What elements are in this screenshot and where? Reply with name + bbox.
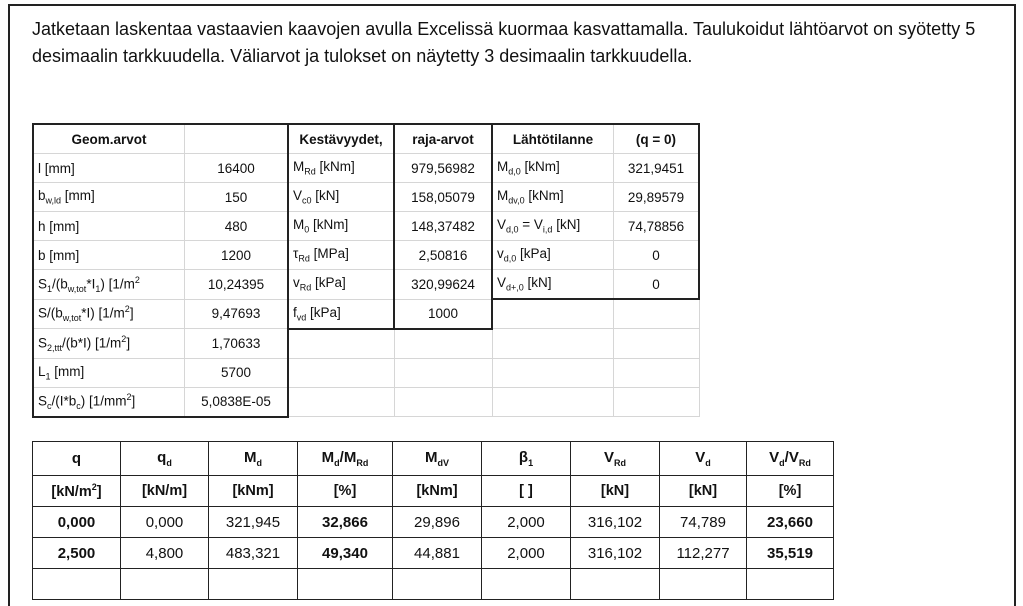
- unit-cell: [ ]: [482, 476, 571, 507]
- cell-vrd: 316,102: [571, 538, 660, 569]
- initial-value: 29,89579: [614, 183, 700, 212]
- cell-vd: 74,789: [660, 507, 747, 538]
- geom-label: h [mm]: [33, 212, 185, 241]
- cell-qd: 0,000: [121, 507, 209, 538]
- col-qd: $q_d$: [121, 442, 209, 476]
- geom-label: $b_{w,ld}$ [mm]: [33, 183, 185, 212]
- unit-cell: $[kN/m^2]$: [33, 476, 121, 507]
- geom-label: $S_1/(b_{w,tot}*I_1)$ [$1/m^2$: [33, 270, 185, 300]
- params-row: [33, 212, 699, 241]
- params-header-row: [33, 124, 699, 154]
- cell-vd: 112,277: [660, 538, 747, 569]
- header-geom: Geom.arvot: [33, 124, 185, 154]
- cell-vrd: 316,102: [571, 507, 660, 538]
- cell-vd-vrd: 35,519: [747, 538, 834, 569]
- intro-paragraph: Jatketaan laskentaa vastaavien kaavojen avulla Excelissä kuormaa kasvattamalla. Taulukoidut lähtöarvot on syötetty 5 desimaalin tarkkuudella. Väliarvot ja tulokset on näytetty 3 desimaalin tarkkuudella.: [32, 19, 976, 66]
- col-beta1: $\beta_1$: [482, 442, 571, 476]
- strength-value: 148,37482: [394, 212, 492, 241]
- unit-cell: [kN/m]: [121, 476, 209, 507]
- initial-value: 74,78856: [614, 212, 700, 241]
- cell-q: 2,500: [33, 538, 121, 569]
- col-vd: $V_d$: [660, 442, 747, 476]
- table-row: [33, 538, 834, 569]
- params-row: [33, 154, 699, 183]
- params-row: [33, 358, 699, 387]
- initial-label: $M_{dv,0}$ [kNm]: [492, 183, 614, 212]
- header-initial: Lähtötilanne: [492, 124, 614, 154]
- strength-label: $f_{vd}$ [kPa]: [288, 299, 394, 329]
- strength-value: 1000: [394, 299, 492, 329]
- geom-label: b [mm]: [33, 241, 185, 270]
- initial-value: 0: [614, 270, 700, 300]
- col-md-mrd: $M_d/M_{Rd}$: [298, 442, 393, 476]
- unit-cell: [kNm]: [209, 476, 298, 507]
- col-md: $M_d$: [209, 442, 298, 476]
- cell-vd-vrd: 23,660: [747, 507, 834, 538]
- strength-label: $M_0$ [kNm]: [288, 212, 394, 241]
- strength-value: 2,50816: [394, 241, 492, 270]
- cell-md: 483,321: [209, 538, 298, 569]
- geom-value: 9,47693: [185, 299, 289, 329]
- geom-label: $L_1$ [mm]: [33, 358, 185, 387]
- geom-label: $S_{2,ttt}/(b*I)$ $[1/m^2]$: [33, 329, 185, 359]
- geom-value: 480: [185, 212, 289, 241]
- parameters-table: [32, 123, 700, 418]
- strength-label: $v_{Rd}$ [kPa]: [288, 270, 394, 300]
- geom-value: 16400: [185, 154, 289, 183]
- results-header-row: [33, 442, 834, 476]
- initial-value: 321,9451: [614, 154, 700, 183]
- col-mdv: $M_{dV}$: [393, 442, 482, 476]
- table-row: [33, 507, 834, 538]
- cell-qd: 4,800: [121, 538, 209, 569]
- header-strength: Kestävyydet,: [288, 124, 394, 154]
- strength-value: 320,99624: [394, 270, 492, 300]
- unit-cell: [%]: [747, 476, 834, 507]
- results-unit-row: [33, 476, 834, 507]
- unit-cell: [kNm]: [393, 476, 482, 507]
- cell-q: 0,000: [33, 507, 121, 538]
- cell-mdv: 29,896: [393, 507, 482, 538]
- unit-cell: [kN]: [660, 476, 747, 507]
- header-q0: (q = 0): [614, 124, 700, 154]
- params-row: [33, 299, 699, 329]
- geom-value: 5700: [185, 358, 289, 387]
- params-row: [33, 329, 699, 359]
- geom-label: l [mm]: [33, 154, 185, 183]
- geom-value: 1200: [185, 241, 289, 270]
- params-row: [33, 241, 699, 270]
- unit-cell: [%]: [298, 476, 393, 507]
- cell-beta1: 2,000: [482, 507, 571, 538]
- initial-label: $v_{d,0}$ [kPa]: [492, 241, 614, 270]
- results-table: [32, 441, 834, 600]
- geom-value: 150: [185, 183, 289, 212]
- col-vd-vrd: $V_d/V_{Rd}$: [747, 442, 834, 476]
- initial-label: $V_{d+,0}$ [kN]: [492, 270, 614, 300]
- initial-label: $M_{d,0}$ [kNm]: [492, 154, 614, 183]
- cell-mdv: 44,881: [393, 538, 482, 569]
- strength-label: $\tau_{Rd}$ [MPa]: [288, 241, 394, 270]
- params-row: [33, 387, 699, 417]
- initial-label: $V_{d,0} = V_{i,d}$ [kN]: [492, 212, 614, 241]
- geom-value: 10,24395: [185, 270, 289, 300]
- initial-value: 0: [614, 241, 700, 270]
- geom-value: 1,70633: [185, 329, 289, 359]
- geom-label: $S_c/(I*b_c)$ $[1/mm^2]$: [33, 387, 185, 417]
- strength-label: $V_{c0}$ [kN]: [288, 183, 394, 212]
- cell-md-mrd: 32,866: [298, 507, 393, 538]
- strength-value: 158,05079: [394, 183, 492, 212]
- strength-value: 979,56982: [394, 154, 492, 183]
- cell-beta1: 2,000: [482, 538, 571, 569]
- col-q: q: [33, 442, 121, 476]
- unit-cell: [kN]: [571, 476, 660, 507]
- table-row: [33, 569, 834, 600]
- params-row: [33, 183, 699, 212]
- cell-md-mrd: 49,340: [298, 538, 393, 569]
- col-vrd: $V_{Rd}$: [571, 442, 660, 476]
- geom-label: $S/(b_{w,tot}*I)$ $[1/m^2]$: [33, 299, 185, 329]
- geom-value: 5,0838E-05: [185, 387, 289, 417]
- header-limits: raja-arvot: [394, 124, 492, 154]
- strength-label: $M_{Rd}$ [kNm]: [288, 154, 394, 183]
- params-row: [33, 270, 699, 300]
- cell-md: 321,945: [209, 507, 298, 538]
